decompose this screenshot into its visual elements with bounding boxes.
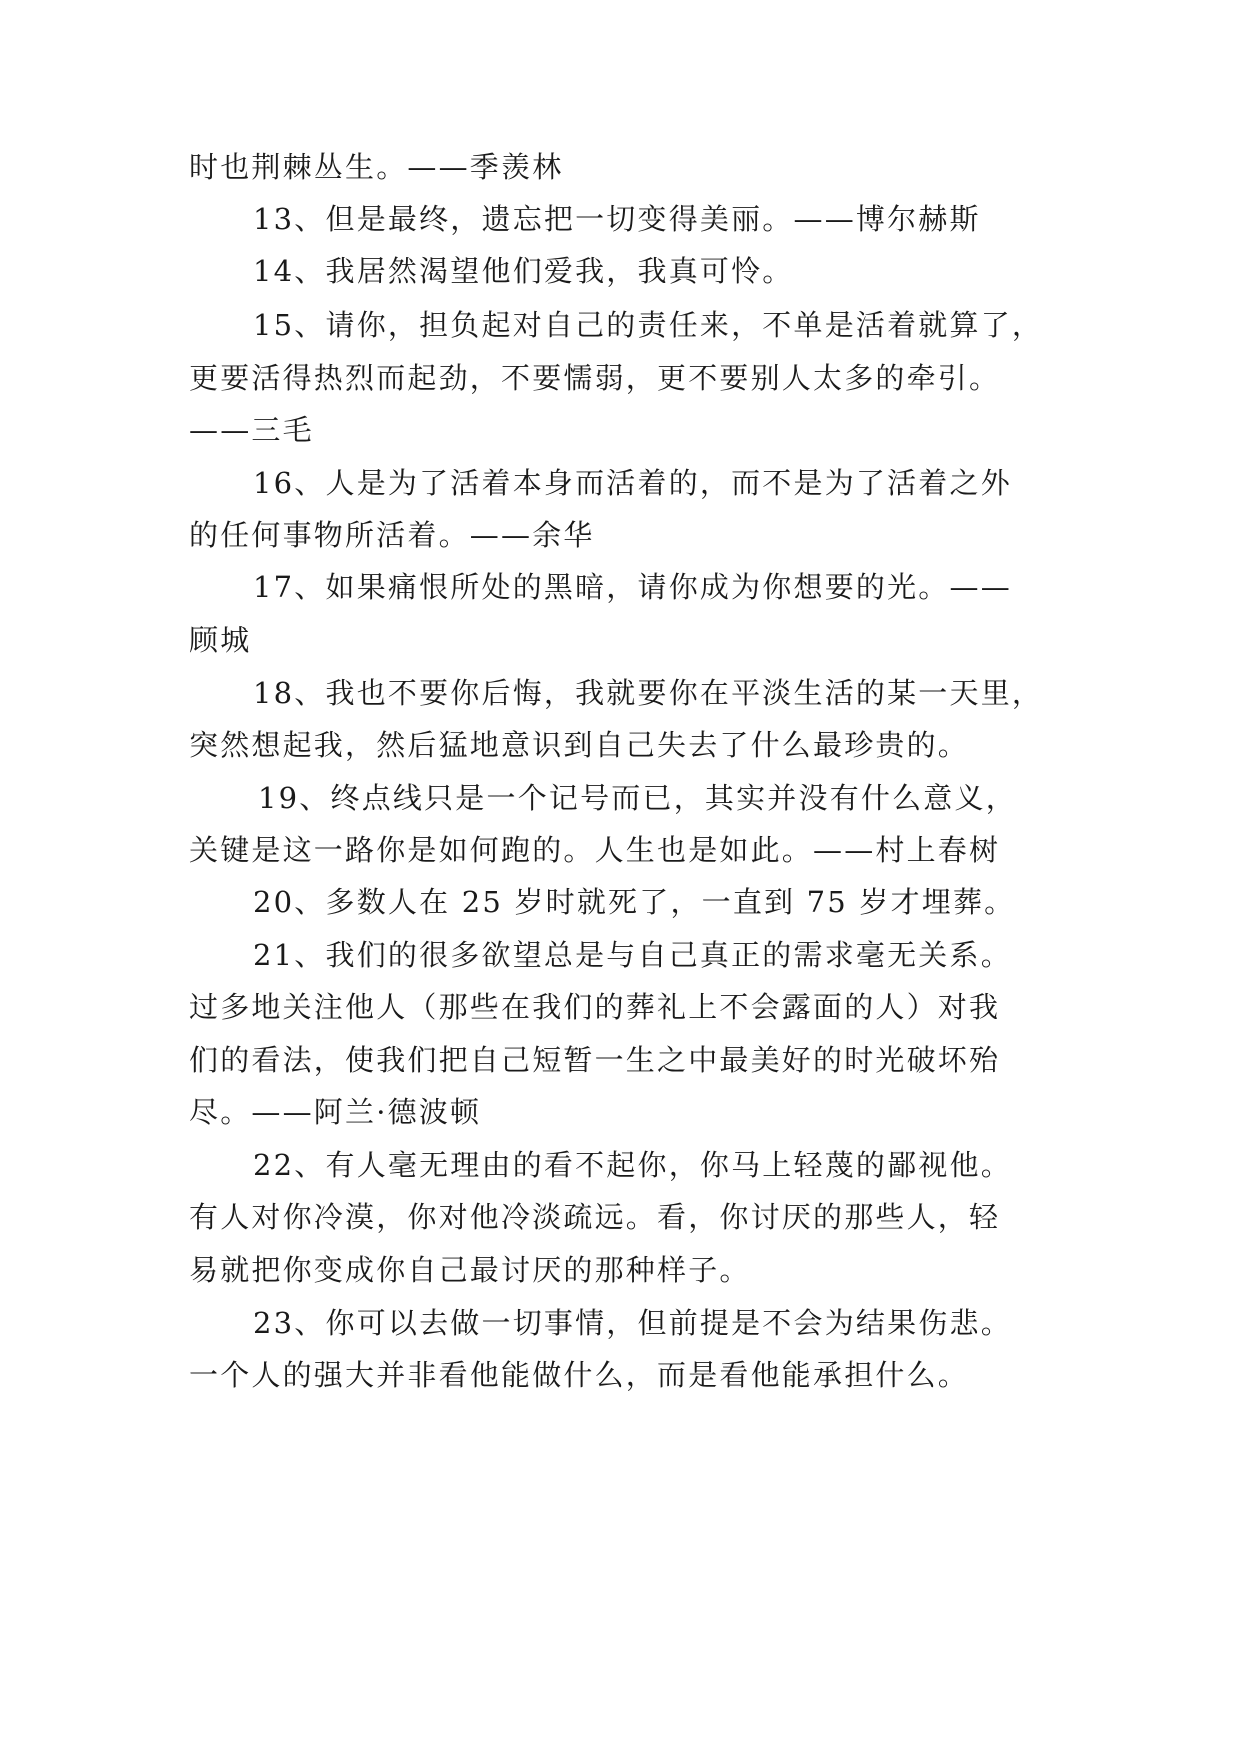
text-line: 一个人的强大并非看他能做什么，而是看他能承担什么。 <box>189 1358 970 1392</box>
text-line: 19、终点线只是一个记号而已，其实并没有什么意义， <box>258 781 1017 815</box>
text-line: 过多地关注他人（那些在我们的葬礼上不会露面的人）对我 <box>189 990 1001 1024</box>
text-line: 14、我居然渴望他们爱我，我真可怜。 <box>253 254 794 288</box>
text-line: 更要活得热烈而起劲，不要懦弱，更不要别人太多的牵引。 <box>189 361 1001 395</box>
text-line: 易就把你变成你自己最讨厌的那种样子。 <box>189 1253 751 1287</box>
text-line: 突然想起我，然后猛地意识到自己失去了什么最珍贵的。 <box>189 728 970 762</box>
text-line: 20、多数人在 25 岁时就死了，一直到 75 岁才埋葬。 <box>253 885 1016 919</box>
text-line: 关键是这一路你是如何跑的。人生也是如此。——村上春树 <box>189 833 1001 867</box>
text-line: 18、我也不要你后悔，我就要你在平淡生活的某一天里， <box>253 676 1044 710</box>
text-line: 们的看法，使我们把自己短暂一生之中最美好的时光破坏殆 <box>189 1043 1001 1077</box>
text-line: 17、如果痛恨所处的黑暗，请你成为你想要的光。—— <box>253 570 1012 604</box>
text-line: 22、有人毫无理由的看不起你，你马上轻蔑的鄙视他。 <box>253 1148 1012 1182</box>
text-line: 13、但是最终，遗忘把一切变得美丽。——博尔赫斯 <box>253 202 981 236</box>
text-line: 23、你可以去做一切事情，但前提是不会为结果伤悲。 <box>253 1306 1012 1340</box>
text-line: 的任何事物所活着。——余华 <box>189 518 595 552</box>
text-line: 有人对你冷漠，你对他冷淡疏远。看，你讨厌的那些人，轻 <box>189 1200 1001 1234</box>
text-line: 顾城 <box>189 623 252 657</box>
text-line: 时也荆棘丛生。——季羡林 <box>189 150 564 184</box>
text-line: 15、请你，担负起对自己的责任来，不单是活着就算了， <box>253 308 1044 342</box>
text-line: 16、人是为了活着本身而活着的，而不是为了活着之外 <box>253 466 1012 500</box>
text-line: ——三毛 <box>189 413 314 447</box>
text-line: 尽。——阿兰·德波顿 <box>189 1095 482 1129</box>
text-line: 21、我们的很多欲望总是与自己真正的需求毫无关系。 <box>253 938 1012 972</box>
